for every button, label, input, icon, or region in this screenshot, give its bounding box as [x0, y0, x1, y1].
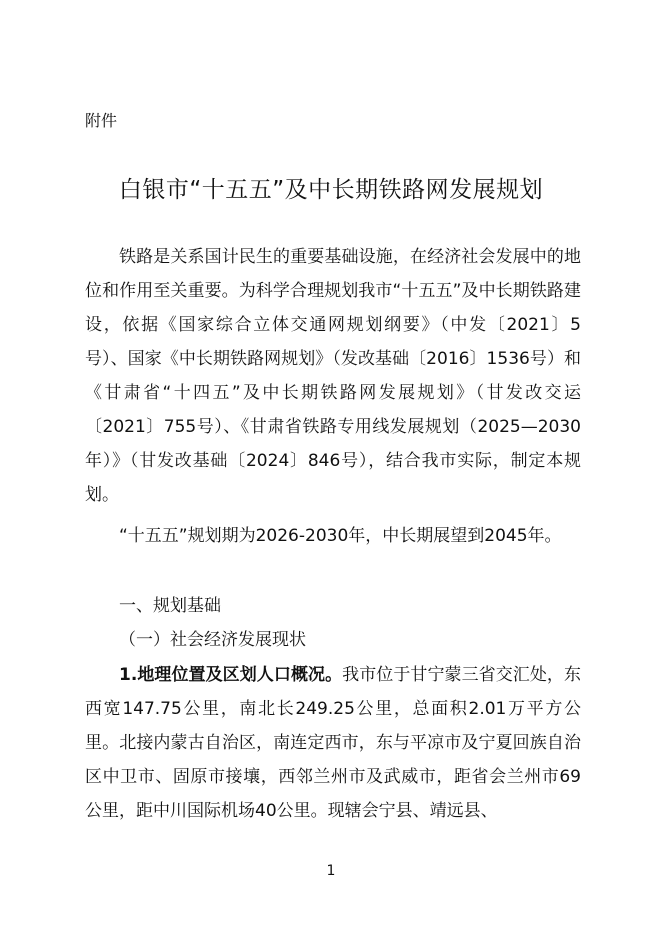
subsection-heading-socioeconomic: （一）社会经济发展现状: [119, 630, 306, 650]
document-title: 白银市“十五五”及中长期铁路网发展规划: [118, 177, 544, 203]
section-heading-planning-basis: 一、规划基础: [119, 596, 221, 616]
geography-paragraph: [85, 658, 581, 828]
planning-period-paragraph: “十五五”规划期为2026-2030年，中长期展望到2045年。: [119, 526, 562, 546]
intro-paragraph: 铁路是关系国计民生的重要基础设施，在经济社会发展中的地位和作用至关重要。为科学合理规划我市“十五五”及中长期铁路建设，依据《国家综合立体交通网规划纲要》（中发〔2021〕5号）、国家《中长期铁路网规划》（发改基础〔2016〕1536号）和《甘肃省“十四五”及中长期铁路网发展规划》（甘发改交运〔2021〕755号）、《甘肃省铁路专用线发展规划（2025—2030年）》（甘发改基础〔2024〕846号），结合我市实际，制定本规划。: [85, 247, 581, 505]
geography-heading: 1.地理位置及区划人口概况。: [119, 665, 343, 685]
geography-text: 我市位于甘宁蒙三省交汇处，东西宽147.75公里，南北长249.25公里，总面积2.01万平方公里。北接内蒙古自治区，南连定西市，东与平凉市及宁夏回族自治区中卫市、固原市接壤，西邻兰州市及武威市，距省会兰州市69公里，距中川国际机场40公里。现辖会宁县、靖远县、: [85, 665, 581, 821]
attachment-label: 附件: [85, 111, 118, 130]
page-number: 1: [326, 863, 336, 879]
